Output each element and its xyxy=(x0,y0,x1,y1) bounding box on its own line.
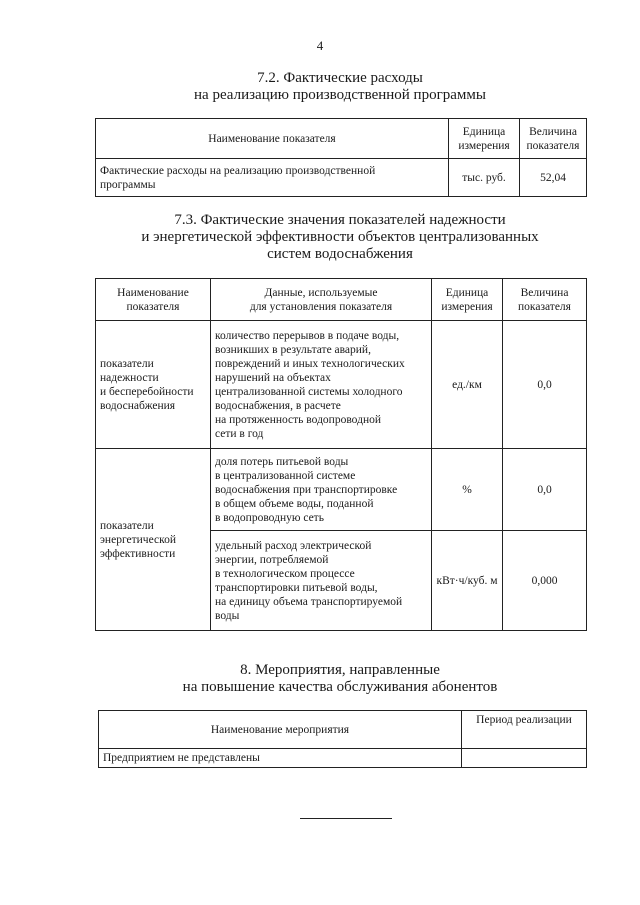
header-name: Наименование мероприятия xyxy=(99,711,462,749)
closing-rule xyxy=(300,818,392,819)
section-8-title-line2: на повышение качества обслуживания абонентов xyxy=(182,679,498,695)
row-period xyxy=(462,749,587,768)
group-name-efficiency: показатели энергетической эффективности xyxy=(96,449,211,631)
section-7-3-title-line3: систем водоснабжения xyxy=(267,246,413,262)
table-7-2-header-row xyxy=(96,119,587,159)
table-row xyxy=(96,449,587,531)
table-7-3-header-row xyxy=(96,279,587,321)
table-8-header-row xyxy=(99,711,587,749)
row-data: количество перерывов в подаче воды, возникших в результате аварий, повреждений и иных технологических нарушений на объектах централизованной системы холодного водоснабжения, в расчете на протяженность водопроводной сети в год xyxy=(211,321,432,449)
table-7-3 xyxy=(95,278,587,631)
header-value: Величина показателя xyxy=(520,119,587,159)
row-unit: ед./км xyxy=(432,321,503,449)
row-data: доля потерь питьевой воды в централизованной системе водоснабжения при транспортировке в общем объеме воды, поданной в водопроводную сеть xyxy=(211,449,432,531)
section-7-3-title xyxy=(40,212,640,263)
section-8-title xyxy=(40,662,640,696)
row-unit: кВт·ч/куб. м xyxy=(432,531,503,631)
table-row xyxy=(96,159,587,197)
header-unit: Единица измерения xyxy=(432,279,503,321)
row-value: 0,0 xyxy=(503,321,587,449)
row-name: Предприятием не представлены xyxy=(99,749,462,768)
row-value: 0,000 xyxy=(503,531,587,631)
header-value: Величина показателя xyxy=(503,279,587,321)
row-value: 0,0 xyxy=(503,449,587,531)
table-row xyxy=(96,321,587,449)
header-unit: Единица измерения xyxy=(449,119,520,159)
section-7-2-title xyxy=(40,70,640,104)
table-row xyxy=(99,749,587,768)
row-unit: % xyxy=(432,449,503,531)
section-7-2-title-line2: на реализацию производственной программы xyxy=(194,87,486,103)
section-7-3-title-line2: и энергетической эффективности объектов централизованных xyxy=(141,229,539,245)
table-8 xyxy=(98,710,587,768)
table-7-2 xyxy=(95,118,587,197)
header-data: Данные, используемые для установления показателя xyxy=(211,279,432,321)
page-number: 4 xyxy=(316,38,324,53)
section-7-3-title-line1: 7.3. Фактические значения показателей надежности xyxy=(174,212,506,228)
header-period: Период реализации xyxy=(462,711,587,749)
header-name: Наименование показателя xyxy=(96,119,449,159)
row-value: 52,04 xyxy=(520,159,587,197)
section-8-title-line1: 8. Мероприятия, направленные xyxy=(240,662,440,678)
section-7-2-title-line1: 7.2. Фактические расходы xyxy=(257,70,423,86)
row-data: удельный расход электрической энергии, потребляемой в технологическом процессе транспортировки питьевой воды, на единицу объема транспортируемой воды xyxy=(211,531,432,631)
row-name: Фактические расходы на реализацию производственной программы xyxy=(96,159,449,197)
header-name: Наименование показателя xyxy=(96,279,211,321)
group-name-reliability: показатели надежности и бесперебойности водоснабжения xyxy=(96,321,211,449)
row-unit: тыс. руб. xyxy=(449,159,520,197)
